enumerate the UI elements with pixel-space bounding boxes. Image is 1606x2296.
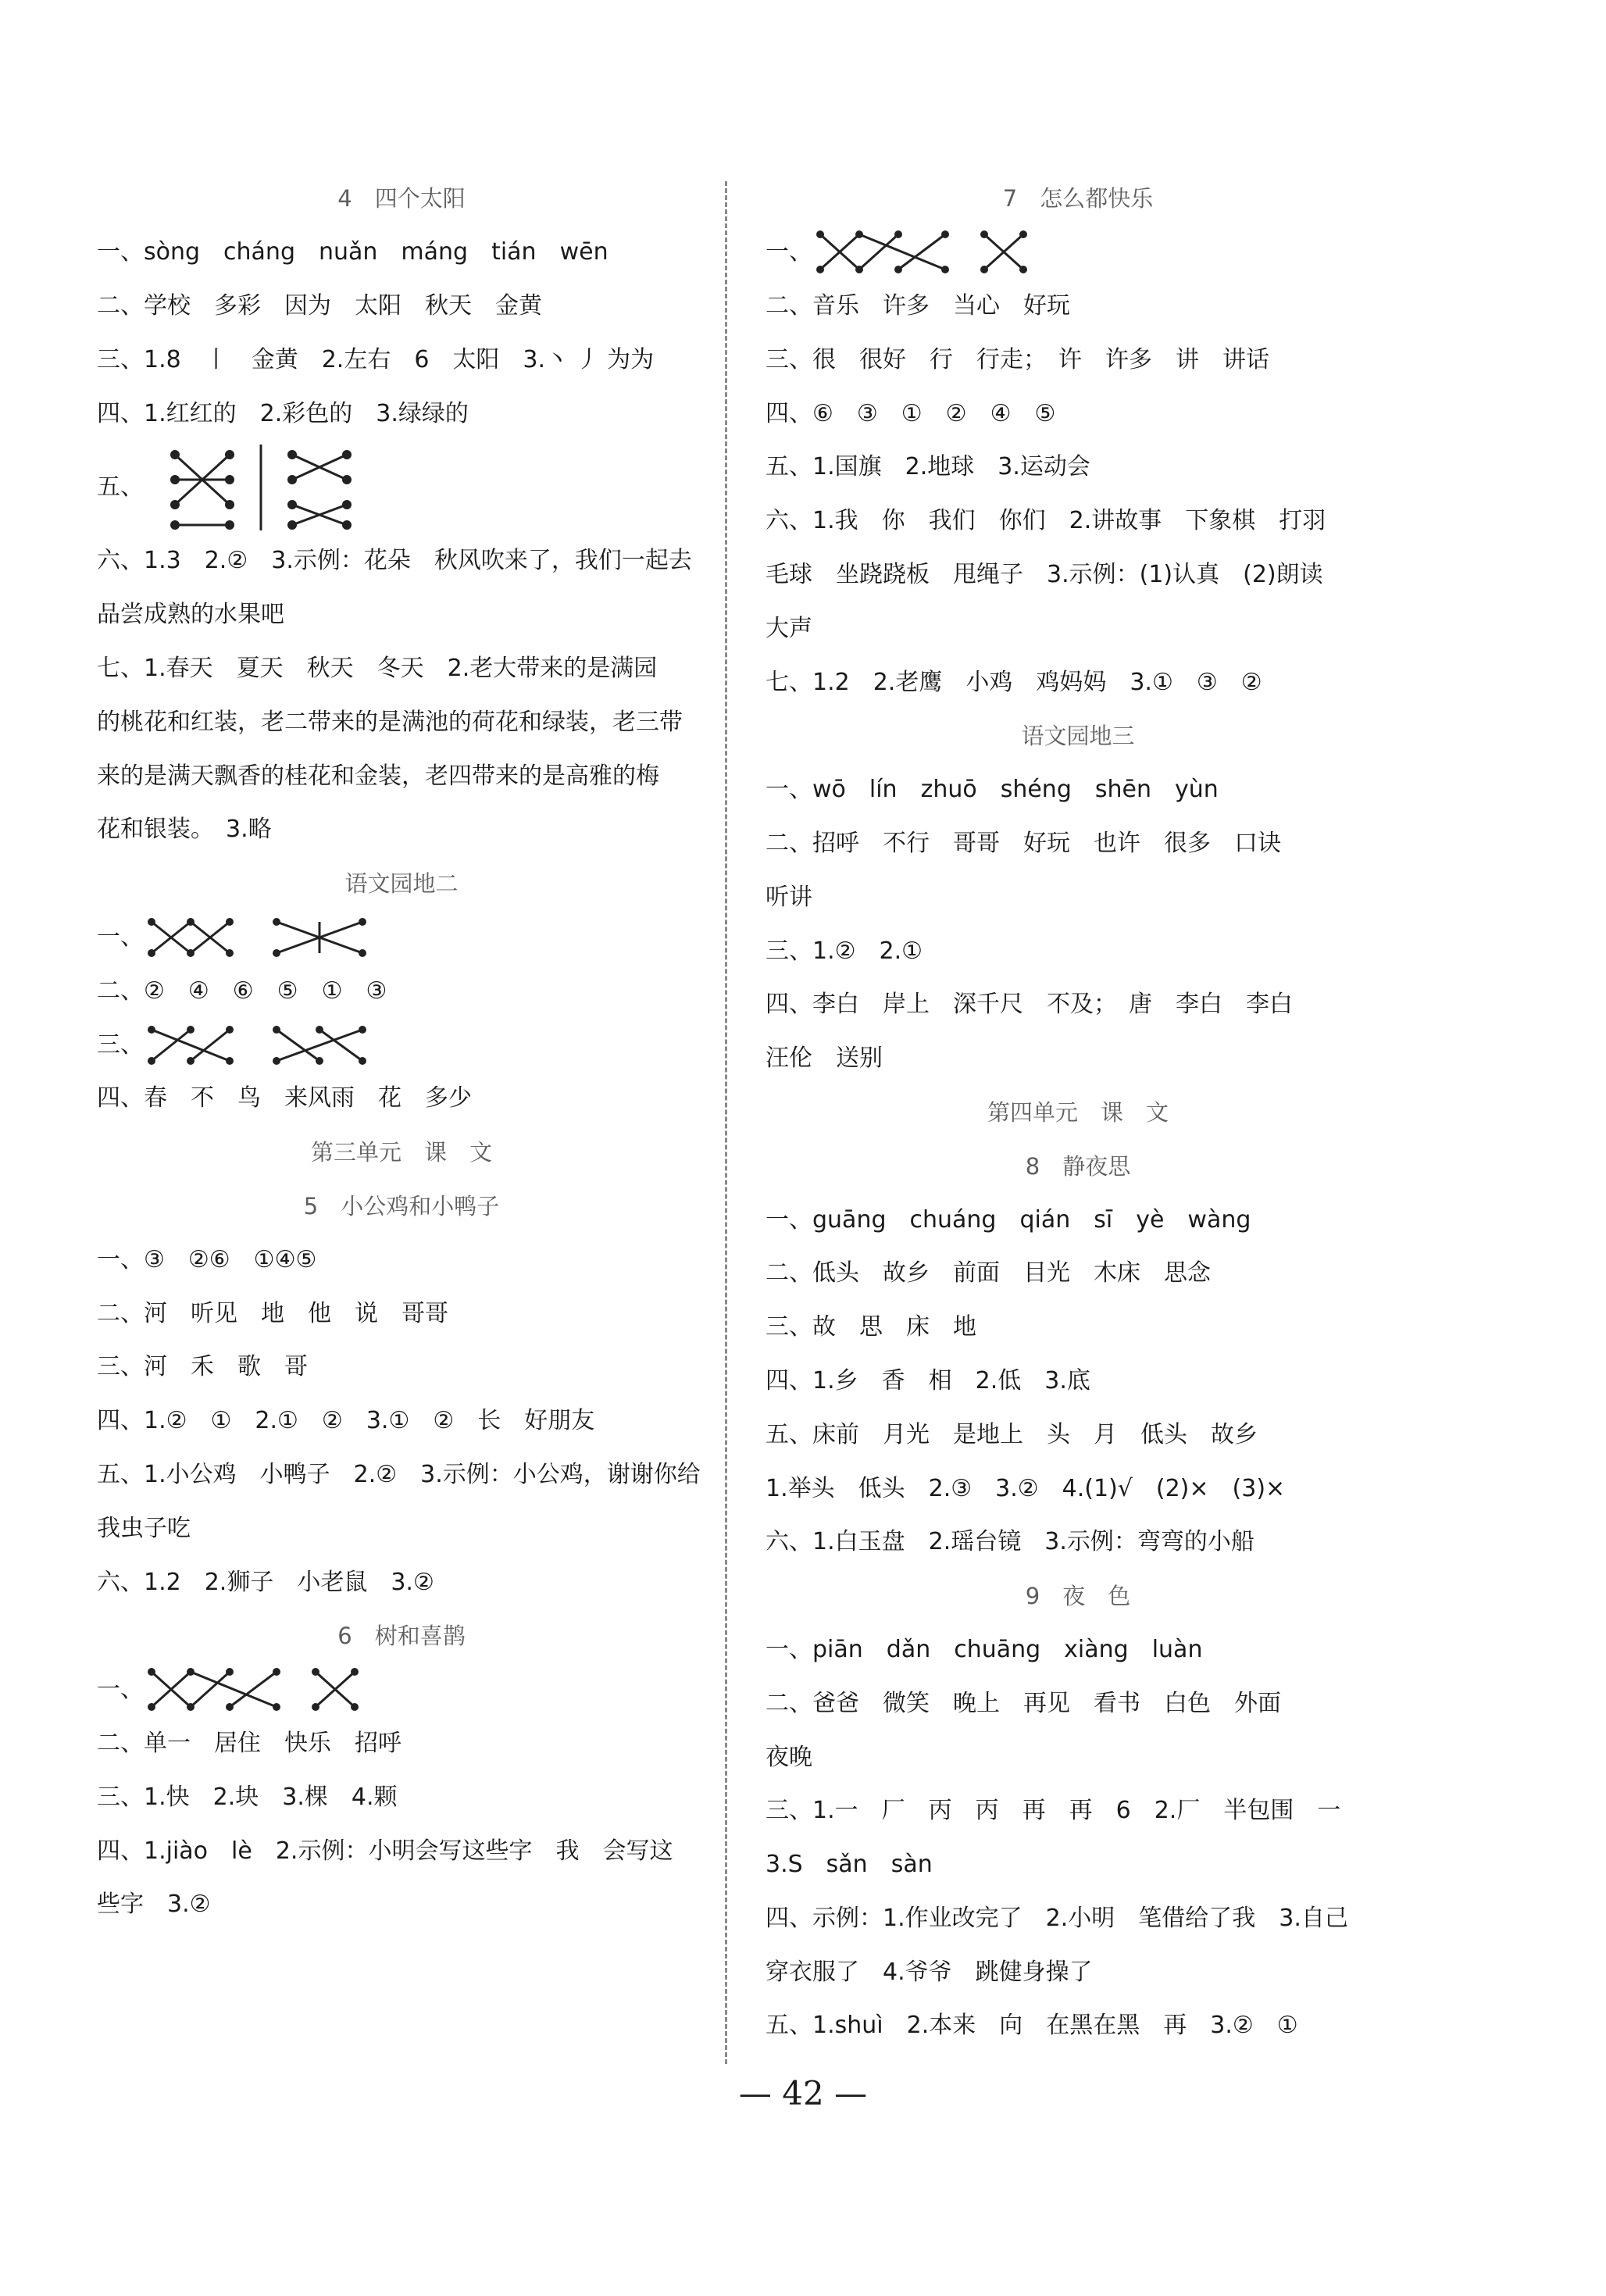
section-title: 语文园地三 (1021, 723, 1135, 750)
matching-row (97, 911, 706, 965)
matching-lines-diagram (144, 914, 394, 961)
answer-line: 大声 (766, 614, 812, 642)
answer-line: 穿衣服了 4.爷爷 跳健身操了 (766, 1958, 1093, 1986)
section-title: 语文园地二 (344, 870, 459, 898)
answer-line: 花和银装。 3.略 (97, 816, 272, 844)
answer-line: 一、piān dǎn chuāng xiàng luàn (766, 1635, 1203, 1663)
answer-line: 二、② ④ ⑥ ⑤ ① ③ (97, 977, 387, 1005)
answer-line: 三、1.② 2.① (766, 937, 923, 965)
answer-line: 四、李白 岸上 深千尺 不及； 唐 李白 李白 (766, 991, 1293, 1019)
answer-line-label: 三、 (97, 1030, 144, 1059)
answer-line: 七、1.2 2.老鹰 小鸡 鸡妈妈 3.① ③ ② (766, 668, 1262, 696)
answer-line-label: 一、 (97, 923, 144, 951)
answer-line: 四、1.红红的 2.彩色的 3.绿绿的 (97, 399, 469, 427)
answer-line: 三、1.快 2.块 3.棵 4.颗 (97, 1783, 398, 1811)
answer-line: 一、③ ②⑥ ①④⑤ (97, 1245, 317, 1273)
answer-line: 1.举头 低头 2.③ 3.② 4.(1)√ (2)× (3)× (766, 1474, 1286, 1502)
page-number: — 42 — (738, 2074, 868, 2112)
answer-line: 四、春 不 鸟 来风雨 花 多少 (97, 1084, 472, 1112)
answer-line: 四、1.乡 香 相 2.低 3.底 (766, 1366, 1090, 1394)
answer-line-label: 一、 (97, 1676, 144, 1704)
answer-line: 三、1.一 厂 丙 丙 再 再 6 2.厂 半包围 一 (766, 1797, 1341, 1825)
answer-line: 二、爸爸 微笑 晚上 再见 看书 白色 外面 (766, 1689, 1281, 1717)
answer-line: 二、单一 居住 快乐 招呼 (97, 1729, 402, 1757)
matching-lines-diagram (144, 441, 378, 534)
answer-line: 三、1.8 丨 金黄 2.左右 6 太阳 3.丶 丿 为为 (97, 345, 655, 373)
answer-line-label: 一、 (766, 238, 812, 266)
answer-line: 六、1.我 你 我们 你们 2.讲故事 下象棋 打羽 (766, 507, 1326, 535)
matching-lines-diagram (144, 1022, 394, 1069)
answer-line: 五、1.小公鸡 小鸭子 2.② 3.示例：小公鸡，谢谢你给 (97, 1460, 701, 1488)
lesson-9-title: 9 夜 色 (1025, 1583, 1131, 1610)
matching-lines-diagram (144, 1664, 394, 1716)
unit-title: 第三单元 课 文 (310, 1139, 492, 1166)
answer-line: 三、故 思 床 地 (766, 1313, 976, 1341)
matching-row (97, 1018, 706, 1072)
lesson-7-title: 7 怎么都快乐 (1002, 185, 1154, 212)
answer-line: 二、河 听见 地 他 说 哥哥 (97, 1299, 448, 1327)
answer-line: 毛球 坐跷跷板 甩绳子 3.示例：(1)认真 (2)朗读 (766, 560, 1323, 588)
answer-line: 一、sòng cháng nuǎn máng tián wēn (97, 238, 608, 266)
answer-line: 四、示例：1.作业改完了 2.小明 笔借给了我 3.自己 (766, 1904, 1348, 1932)
answer-line: 3.S sǎn sàn (766, 1851, 933, 1879)
right-column (766, 172, 1390, 2053)
answer-line: 些字 3.② (97, 1891, 211, 1919)
answer-line: 五、1.shuì 2.本来 向 在黑在黑 再 3.② ① (766, 2012, 1298, 2040)
matching-row (766, 226, 1390, 280)
answer-line: 六、1.2 2.狮子 小老鼠 3.② (97, 1568, 434, 1596)
column-divider (725, 181, 727, 2064)
matching-lines-diagram (812, 227, 1062, 278)
left-column (97, 172, 706, 1932)
answer-line: 四、1.② ① 2.① ② 3.① ② 长 好朋友 (97, 1407, 595, 1435)
answer-line: 七、1.春天 夏天 秋天 冬天 2.老大带来的是满园 (97, 654, 658, 682)
answer-line: 二、音乐 许多 当心 好玩 (766, 291, 1070, 320)
answer-line: 三、河 禾 歌 哥 (97, 1353, 308, 1381)
answer-line: 六、1.3 2.② 3.示例：花朵 秋风吹来了，我们一起去 (97, 547, 692, 575)
answer-line: 汪伦 送别 (766, 1044, 883, 1073)
answer-line: 听讲 (766, 883, 812, 911)
lesson-8-title: 8 静夜思 (1025, 1152, 1131, 1180)
answer-line-label: 五、 (97, 473, 144, 501)
answer-line: 四、1.jiào lè 2.示例：小明会写这些字 我 会写这 (97, 1837, 673, 1865)
lesson-6-title: 6 树和喜鹊 (337, 1623, 466, 1650)
answer-line: 六、1.白玉盘 2.瑶台镜 3.示例：弯弯的小船 (766, 1528, 1254, 1556)
answer-line: 三、很 很好 行 行走； 许 许多 讲 讲话 (766, 345, 1269, 373)
lesson-5-title: 5 小公鸡和小鸭子 (303, 1192, 500, 1219)
lesson-4-title: 4 四个太阳 (337, 185, 466, 212)
answer-line: 一、wō lín zhuō shéng shēn yùn (766, 776, 1219, 804)
answer-line: 一、guāng chuáng qián sī yè wàng (766, 1205, 1251, 1234)
answer-line: 二、招呼 不行 哥哥 好玩 也许 很多 口诀 (766, 829, 1281, 857)
answer-line: 我虫子吃 (97, 1514, 191, 1542)
unit-title: 第四单元 课 文 (987, 1098, 1169, 1126)
answer-line: 四、⑥ ③ ① ② ④ ⑤ (766, 399, 1056, 427)
matching-row (97, 1663, 706, 1717)
answer-line: 二、低头 故乡 前面 目光 木床 思念 (766, 1259, 1211, 1287)
answer-line: 品尝成熟的水果吧 (97, 601, 284, 629)
matching-row (97, 441, 706, 534)
answer-line: 夜晚 (766, 1743, 812, 1771)
answer-line: 五、1.国旗 2.地球 3.运动会 (766, 453, 1090, 481)
answer-line: 来的是满天飘香的桂花和金装，老四带来的是高雅的梅 (97, 762, 659, 790)
answer-line: 的桃花和红装，老二带来的是满池的荷花和绿装，老三带 (97, 708, 683, 736)
answer-line: 二、学校 多彩 因为 太阳 秋天 金黄 (97, 291, 542, 320)
answer-line: 五、床前 月光 是地上 头 月 低头 故乡 (766, 1420, 1258, 1448)
